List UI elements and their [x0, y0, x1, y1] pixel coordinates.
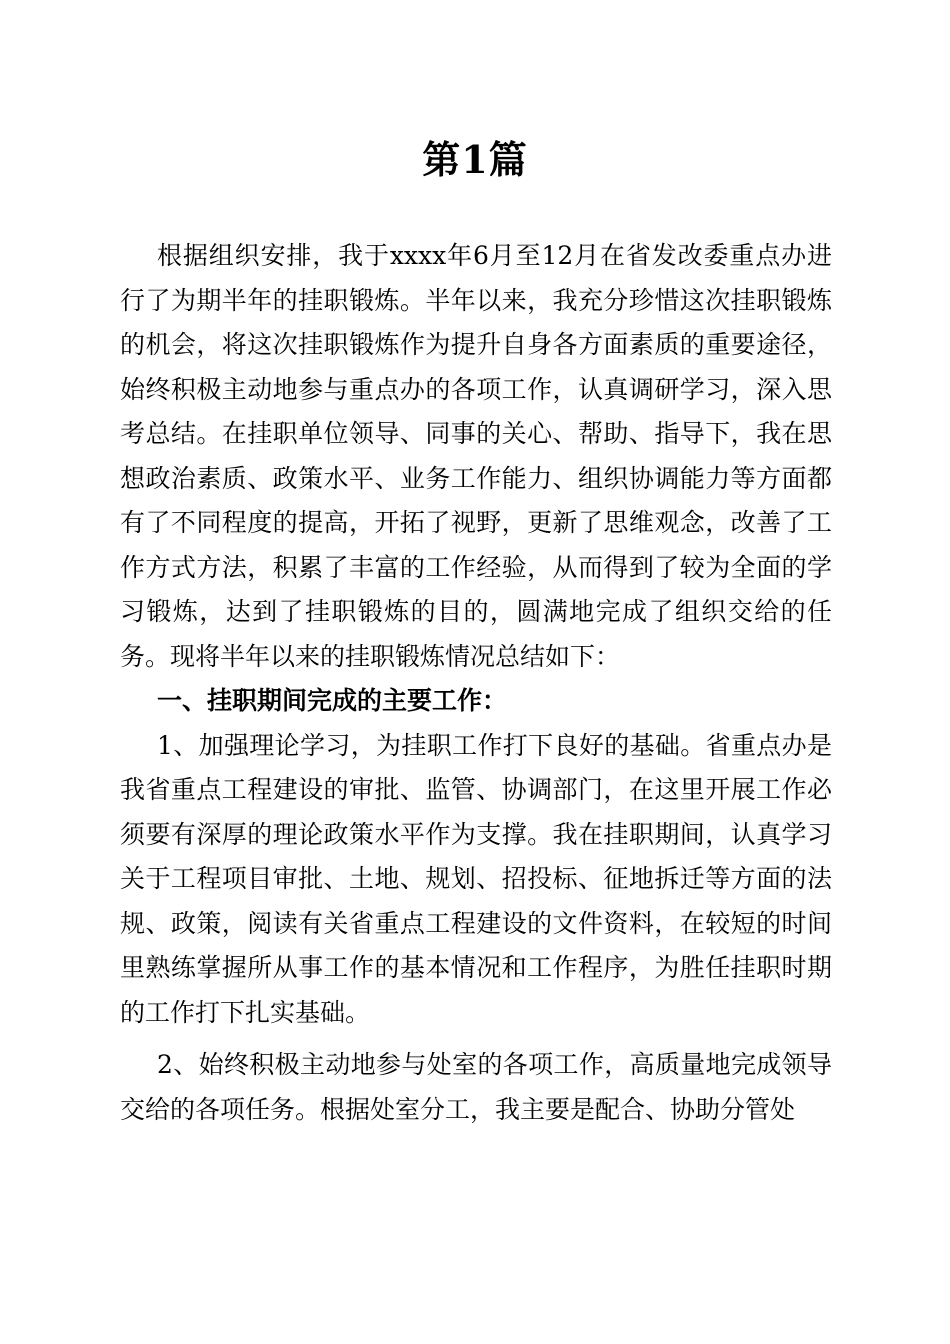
intro-paragraph: 根据组织安排，我于xxxx年6月至12月在省发改委重点办进行了为期半年的挂职锻炼。半年以来，我充分珍惜这次挂职锻炼的机会，将这次挂职锻炼作为提升自身各方面素质的重要途径，始终积极主动地参与重点办的各项工作，认真调研学习，深入思考总结。在挂职单位领导、同事的关心、帮助、指导下，我在思想政治素质、政策水平、业务工作能力、组织协调能力等方面都有了不同程度的提高，开拓了视野，更新了思维观念，改善了工作方式方法，积累了丰富的工作经验，从而得到了较为全面的学习锻炼，达到了挂职锻炼的目的，圆满地完成了组织交给的任务。现将半年以来的挂职锻炼情况总结如下：	[120, 241, 832, 671]
document-body	[120, 234, 832, 1132]
item-2-paragraph: 2、始终积极主动地参与处室的各项工作，高质量地完成领导交给的各项任务。根据处室分工，我主要是配合、协助分管处	[120, 1050, 832, 1124]
document-title: 第1篇	[422, 137, 528, 182]
section-heading: 一、挂职期间完成的主要工作：	[157, 686, 508, 715]
item-1-paragraph: 1、加强理论学习，为挂职工作打下良好的基础。省重点办是我省重点工程建设的审批、监管、协调部门，在这里开展工作必须要有深厚的理论政策水平作为支撑。我在挂职期间，认真学习关于工程项目审批、土地、规划、招投标、征地拆迁等方面的法规、政策，阅读有关省重点工程建设的文件资料，在较短的时间里熟练掌握所从事工作的基本情况和工作程序，为胜任挂职时期的工作打下扎实基础。	[120, 730, 832, 1027]
